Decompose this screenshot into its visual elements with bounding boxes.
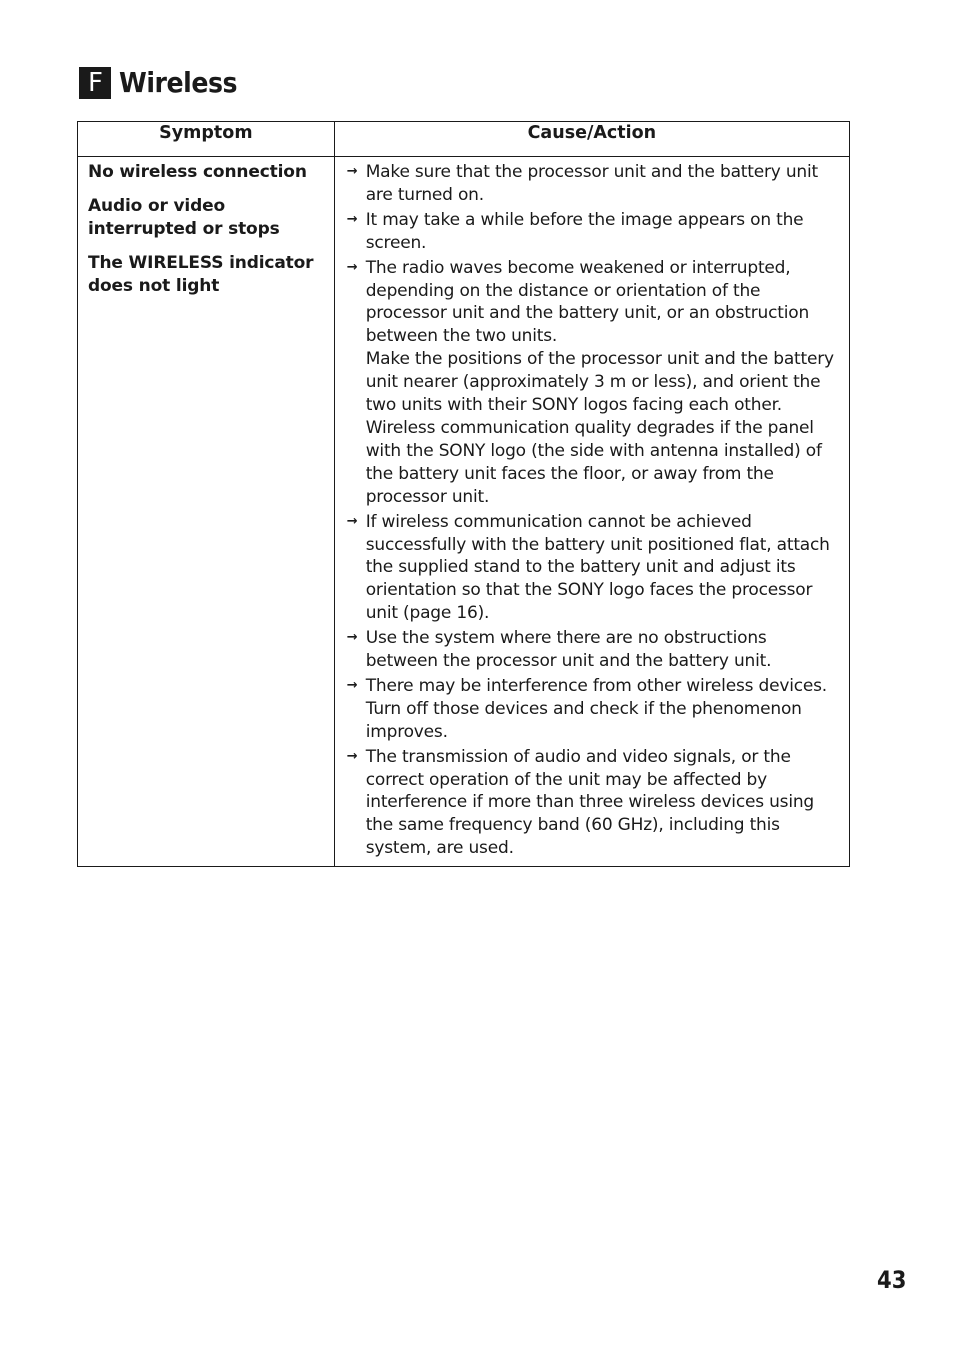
action-text-continued: Make the positions of the processor unit and the battery unit nearer (approximately 3 m or less), and orient the two units with their SONY logos facing each other. Wireless communication quality degrades if the panel with the SONY logo (the side with antenna installed) of the battery unit faces the floor, or away from the processor unit. <box>365 349 834 507</box>
page-number: 43 <box>876 1266 906 1294</box>
action-item <box>345 257 839 509</box>
action-text: If wireless communication cannot be achieved successfully with the battery unit positioned flat, attach the supplied stand to the battery unit and adjust its orientation so that the SONY logo faces the processor unit (page 16). <box>365 511 830 624</box>
action-item <box>345 675 839 744</box>
action-text: The radio waves become weakened or interrupted, depending on the distance or orientation of the processor unit and the battery unit, or an obstruction between the two units. <box>365 257 810 347</box>
arrow-right-icon: → <box>346 630 358 646</box>
section-badge: F <box>79 67 111 99</box>
arrow-right-icon: → <box>346 748 358 764</box>
arrow-right-icon: → <box>346 677 358 693</box>
arrow-right-icon: → <box>346 211 358 227</box>
action-text: Use the system where there are no obstructions between the processor unit and the battery unit. <box>365 628 772 672</box>
cause-action-column-header: Cause/Action <box>334 122 849 157</box>
action-text: Make sure that the processor unit and the battery unit are turned on. <box>365 162 818 205</box>
troubleshooting-table <box>77 121 850 867</box>
arrow-right-icon: → <box>346 164 358 179</box>
action-text: The transmission of audio and video signals, or the correct operation of the unit may be affected by interference if more than three wireless devices using the same frequency band (60 GHz), including this system, are used. <box>365 746 815 859</box>
action-item <box>345 511 839 626</box>
symptom-item: The WIRELESS indicator does not light <box>88 252 314 296</box>
action-item <box>345 746 839 861</box>
symptom-item: Audio or video interrupted or stops <box>88 195 280 239</box>
table-header-row <box>78 122 850 157</box>
action-item <box>345 209 839 255</box>
action-list <box>345 161 839 860</box>
symptom-cell <box>78 157 335 867</box>
cause-action-cell <box>334 157 849 867</box>
arrow-right-icon: → <box>346 513 358 529</box>
table-row <box>78 157 850 867</box>
action-text: It may take a while before the image appears on the screen. <box>365 209 804 253</box>
action-item <box>345 627 839 673</box>
arrow-right-icon: → <box>346 259 358 275</box>
symptom-column-header: Symptom <box>78 122 335 157</box>
section-title: Wireless <box>119 66 238 99</box>
action-item <box>345 161 839 207</box>
section-header <box>79 66 250 99</box>
action-text: There may be interference from other wireless devices. Turn off those devices and check if the phenomenon improves. <box>365 675 827 742</box>
symptom-item: No wireless connection <box>88 162 307 182</box>
